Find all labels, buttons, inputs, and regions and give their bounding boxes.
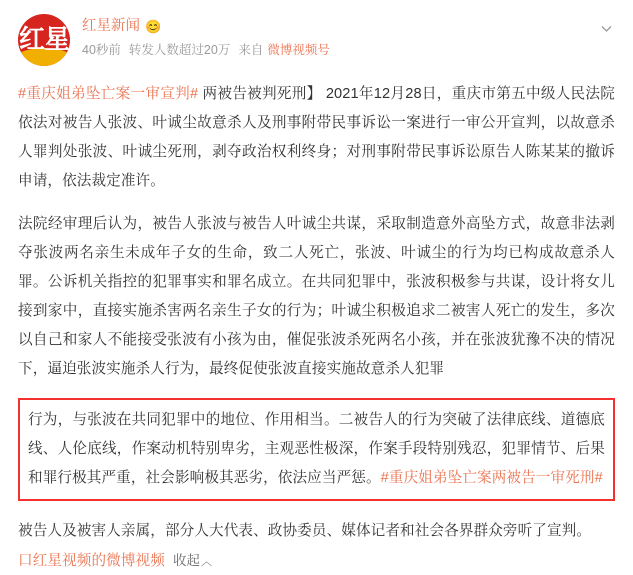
post-paragraph-2: 法院经审理后认为，被告人张波与被告人叶诚尘共谋，采取制造意外高坠方式，故意非法剥夺张波两名亲生未成年子女的生命，致二人死亡，张波、叶诚尘的行为均已构成故意杀人罪。公诉机关指控的犯罪事实和罪名成立。在共同犯罪中，张波积极参与共谋，设计将女儿接到家中，直接实施杀害两名亲生子女的行为；叶诚尘积极追求二被害人死亡的发生，多次以自己和家人不能接受张波有小孩为由，催促张波杀死两名小孩，并在张波犹豫不决的情况下，逼迫张波实施杀人行为，最终促使张波直接实施故意杀人犯罪 — [18, 216, 615, 377]
post-header — [18, 14, 615, 66]
post-meta — [82, 42, 615, 58]
post-source-link[interactable]: 微博视频号 — [267, 43, 330, 57]
hashtag-topic-2[interactable]: #重庆姐弟坠亡案两被告一审死刑# — [380, 470, 603, 486]
post-paragraph-1 — [18, 80, 615, 196]
collapse-label: 收起 — [172, 553, 201, 568]
avatar[interactable] — [18, 14, 70, 66]
post-source-row — [18, 548, 615, 575]
repost-count: 转发人数超过20万 — [128, 43, 231, 57]
post-paragraph-3-text: 行为，与张波在共同犯罪中的地位、作用相当。二被告人的行为突破了法律底线、道德底线、人伦底线，作案动机特别卑劣，主观恶性极深，作案手段特别残忍，犯罪情节、后果和罪行极其严重，社会影响极其恶劣，依法应当严惩。 — [28, 412, 605, 486]
post-paragraph-3 — [28, 406, 605, 493]
post-paragraph-1-text: 两被告被判死刑】 2021年12月28日，重庆市第五中级人民法院依法对被告人张波、叶诚尘故意杀人及刑事附带民事诉讼一案进行一审公开宣判，以故意杀人罪判处张波、叶诚尘死刑，剥夺政治权利终身；对刑事附带民事诉讼原告人陈某某的撤诉申请，依法裁定准许。 — [18, 86, 615, 189]
author-name[interactable]: 红星新闻 — [82, 18, 140, 34]
hongxing-logo-icon: 红星 — [18, 25, 69, 54]
source-from-label: 来自 — [238, 43, 264, 57]
video-source-link[interactable]: 口红星视频的微博视频 — [18, 553, 165, 569]
post-paragraph-4: 被告人及被害人亲属，部分人大代表、政协委员、媒体记者和社会各界群众旁听了宣判。 — [18, 523, 592, 539]
post-body — [18, 80, 615, 575]
post-header-text — [82, 14, 615, 58]
caret-up-icon: ︿ — [201, 556, 213, 568]
author-row — [82, 17, 615, 35]
chevron-down-icon[interactable] — [600, 22, 613, 35]
collapse-button[interactable] — [173, 553, 212, 568]
hashtag-topic-1[interactable]: #重庆姐弟坠亡案一审宣判# — [18, 86, 199, 102]
highlighted-region — [18, 398, 615, 501]
verified-badge-icon: 😊 — [145, 18, 162, 34]
post-timestamp: 40秒前 — [82, 43, 121, 57]
